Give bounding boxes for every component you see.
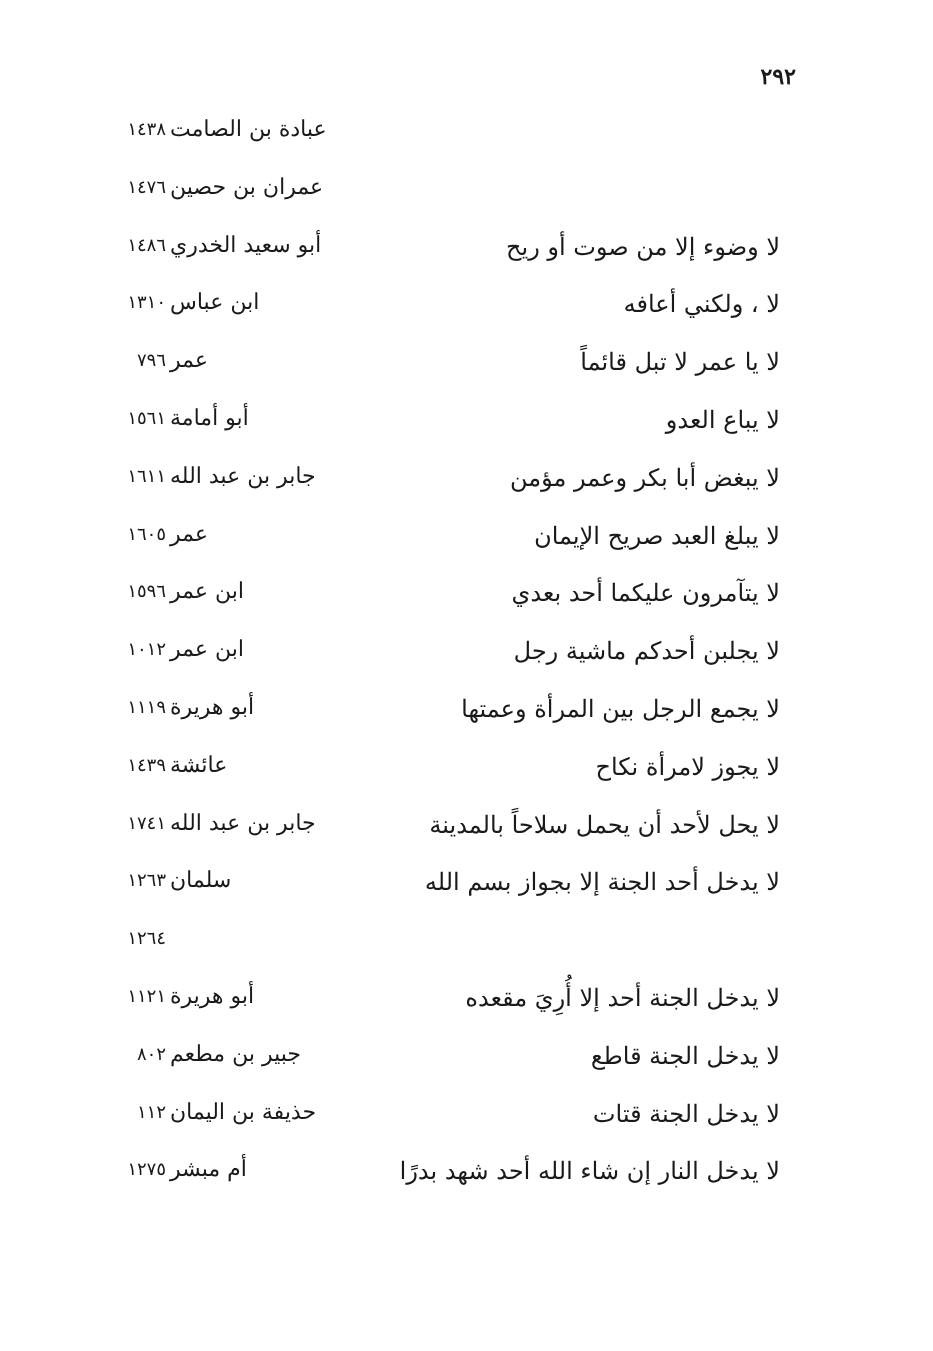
- narrator-name: سلمان: [170, 868, 232, 894]
- hadith-reference-number: ٧٩٦: [136, 350, 166, 372]
- narrator-name: ابن عمر: [170, 579, 244, 605]
- narrator-name: أبو هريرة: [170, 983, 255, 1009]
- narrator-name: عمر: [170, 521, 208, 547]
- hadith-text: لا ، ولكني أعافه: [623, 290, 780, 319]
- hadith-text: لا وضوء إلا من صوت أو ريح: [506, 232, 780, 261]
- narrator-name: أم مبشر: [170, 1157, 247, 1183]
- hadith-text: لا يا عمر لا تبل قائماً: [580, 348, 780, 377]
- index-row: [0, 854, 933, 912]
- hadith-text: لا يبغض أبا بكر وعمر مؤمن: [510, 463, 780, 492]
- index-row: [0, 739, 933, 797]
- page-number: ٢٩٢: [760, 64, 796, 90]
- hadith-reference-number: ١٦٠٥: [127, 523, 166, 545]
- hadith-text: لا يدخل الجنة أحد إلا أُرِيَ مقعده: [465, 983, 780, 1012]
- hadith-reference-number: ١١٢: [136, 1101, 166, 1123]
- narrator-name: أبو هريرة: [170, 694, 255, 720]
- hadith-reference-number: ١٤٧٦: [127, 176, 166, 198]
- narrator-name: ابن عمر: [170, 637, 244, 663]
- hadith-reference-number: ١٠١٢: [127, 639, 166, 661]
- index-row: [0, 103, 933, 161]
- narrator-name: أبو أمامة: [170, 405, 249, 431]
- narrator-name: جابر بن عبد الله: [170, 463, 316, 489]
- hadith-reference-number: ١٢٧٥: [127, 1159, 166, 1181]
- narrator-name: جابر بن عبد الله: [170, 810, 316, 836]
- hadith-text: لا يجوز لامرأة نكاح: [595, 752, 780, 781]
- index-row: [0, 334, 933, 392]
- hadith-text: لا يدخل أحد الجنة إلا بجواز بسم الله: [424, 868, 780, 897]
- index-row: [0, 450, 933, 508]
- hadith-text: لا يباع العدو: [665, 405, 780, 434]
- narrator-name: ابن عباس: [170, 290, 260, 316]
- hadith-reference-number: ١٤٣٨: [127, 119, 166, 140]
- hadith-text: لا يدخل الجنة قاطع: [590, 1041, 780, 1070]
- hadith-reference-number: ١٢٦٤: [127, 928, 166, 950]
- hadith-reference-number: ١٤٨٦: [127, 234, 166, 256]
- index-row: [0, 219, 933, 277]
- narrator-name: عمران بن حصين: [170, 174, 324, 200]
- index-row: [0, 392, 933, 450]
- index-row: [0, 161, 933, 219]
- hadith-text: لا يحل لأحد أن يحمل سلاحاً بالمدينة: [429, 810, 780, 839]
- hadith-reference-number: ١٤٣٩: [127, 754, 166, 776]
- hadith-reference-number: ١١٢١: [127, 985, 166, 1007]
- index-row: [0, 912, 933, 970]
- narrator-name: عمر: [170, 348, 208, 374]
- index-row: [0, 565, 933, 623]
- narrator-name: حذيفة بن اليمان: [170, 1099, 317, 1125]
- index-row: [0, 970, 933, 1028]
- index-row: [0, 681, 933, 739]
- hadith-text: لا يدخل الجنة قتات: [592, 1099, 780, 1128]
- index-row: [0, 1028, 933, 1086]
- hadith-reference-number: ١١١٩: [127, 696, 166, 718]
- hadith-reference-number: ٨٠٢: [136, 1043, 166, 1065]
- hadith-text: لا يجلبن أحدكم ماشية رجل: [513, 637, 780, 666]
- index-row: [0, 508, 933, 566]
- hadith-reference-number: ١٥٩٦: [127, 581, 166, 603]
- hadith-reference-number: ١٧٤١: [127, 812, 166, 834]
- hadith-reference-number: ١٢٦٣: [127, 870, 166, 892]
- hadith-index-list: [0, 103, 933, 1201]
- hadith-text: لا يدخل النار إن شاء الله أحد شهد بدرًا: [399, 1157, 780, 1186]
- hadith-reference-number: ١٥٦١: [127, 407, 166, 429]
- index-row: [0, 1086, 933, 1144]
- hadith-text: لا يتآمرون عليكما أحد بعدي: [511, 579, 780, 608]
- index-row: [0, 623, 933, 681]
- narrator-name: أبو سعيد الخدري: [170, 232, 322, 258]
- hadith-reference-number: ١٣١٠: [127, 292, 166, 314]
- index-row: [0, 1143, 933, 1201]
- narrator-name: جبير بن مطعم: [170, 1041, 301, 1067]
- hadith-text: لا يجمع الرجل بين المرأة وعمتها: [461, 694, 780, 723]
- index-row: [0, 797, 933, 855]
- narrator-name: عائشة: [170, 752, 228, 778]
- narrator-name: عبادة بن الصامت: [170, 117, 327, 142]
- hadith-text: لا يبلغ العبد صريح الإيمان: [534, 521, 780, 550]
- index-row: [0, 276, 933, 334]
- hadith-reference-number: ١٦١١: [127, 465, 166, 487]
